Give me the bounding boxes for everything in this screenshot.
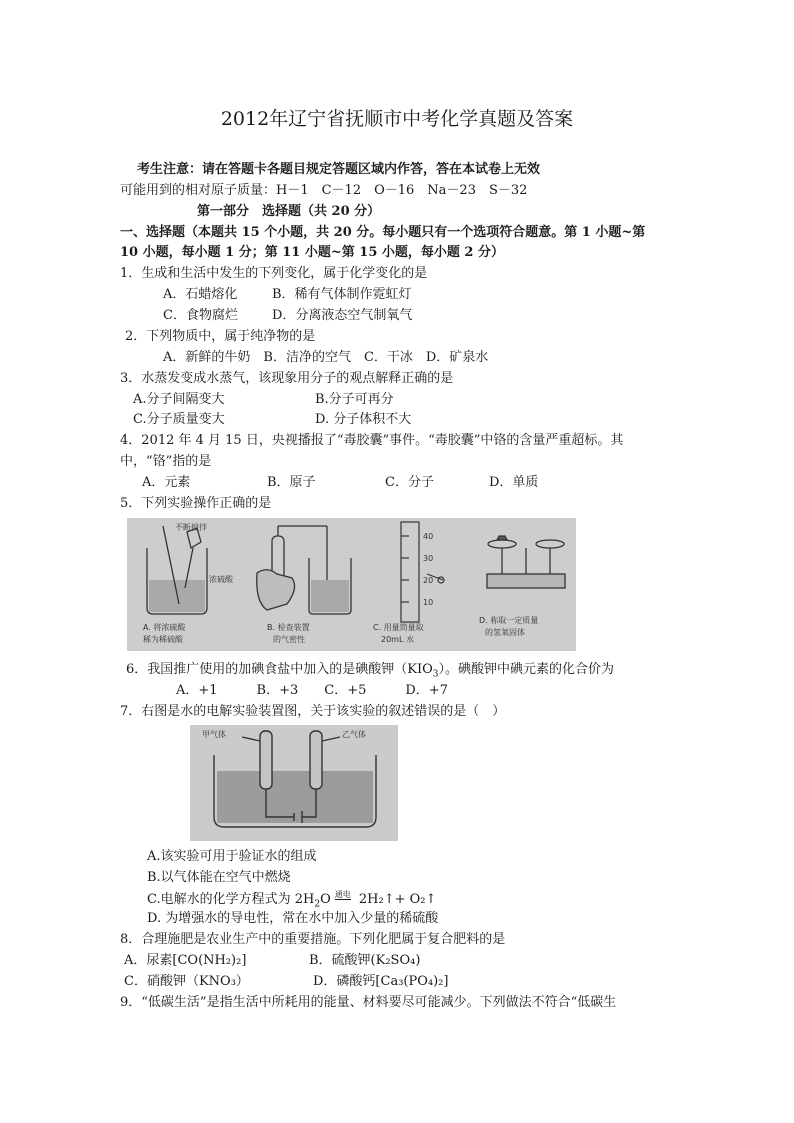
question-3-option-d: D. 分子体积不大 [315,412,412,427]
fig-label-stir: 不断搅拌 [175,523,207,532]
question-3-option-c: C.分子质量变大 [133,412,225,427]
question-4-option-b: B．原子 [267,475,316,490]
section1-instructions-line2: 10 小题，每小题 1 分；第 11 小题~第 15 小题，每小题 2 分） [120,245,504,260]
question-8-option-d: D．磷酸钙[Ca₃(PO₄)₂] [313,974,449,989]
caption-a-line2: 稀为稀硫酸 [143,635,183,644]
question-6-subscript: 3 [432,669,439,680]
question-6-stem-suffix: ）。碘酸钾中碘元素的化合价为 [438,662,615,677]
caption-b-line2: 的气密性 [273,635,305,644]
question-8-option-c: C．硝酸钾（KNO₃） [124,974,249,989]
question-3-option-b: B.分子可再分 [315,392,394,407]
question-1-option-d: D．分离液态空气制氧气 [272,308,413,323]
question-4-option-a: A．元素 [142,475,191,490]
question-7-stem: 7．右图是水的电解实验装置图，关于该实验的叙述错误的是（ ） [120,704,506,719]
question-3-option-a: A.分子间隔变大 [133,392,225,407]
question-7-option-d: D. 为增强水的导电性，常在水中加入少量的稀硫酸 [147,911,439,926]
question-6-options: A．+1 B．+3 C．+5 D．+7 [176,683,448,698]
question-4-stem-line1: 4．2012 年 4 月 15 日，央视播报了“毒胶囊”事件。“毒胶囊”中铬的含量严重超标。其 [120,433,624,448]
question-7-option-a: A.该实验可用于验证水的组成 [147,849,317,864]
question-1-option-a: A．石蜡熔化 [163,287,238,302]
cylinder-mark-30: 30 [423,554,434,563]
question-9-stem: 9．“低碳生活”是指生活中所耗用的能量、材料要尽可能减少。下列做法不符合“低碳生 [120,995,617,1010]
question-3-stem: 3．水蒸发变成水蒸气，该现象用分子的观点解释正确的是 [120,371,454,386]
page-title: 2012年辽宁省抚顺市中考化学真题及答案 [220,108,574,130]
caption-d-line2: 的氢氧固体 [485,628,525,637]
exam-notice: 考生注意：请在答题卡各题目规定答题区域内作答，答在本试卷上无效 [137,162,541,177]
fig-label-acid: 浓硫酸 [209,575,233,584]
electrolysis-apparatus-figure [190,725,398,841]
question-7-c-mid: O [320,892,331,907]
question-8-option-b: B．硫酸钾(K₂SO₄) [309,953,421,968]
section1-instructions-line1: 一、选择题（本题共 15 个小题，共 20 分。每小题只有一个选项符合题意。第 1 小题~第 [120,225,646,240]
question-1-stem: 1．生成和生活中发生的下列变化，属于化学变化的是 [120,266,428,281]
question-7-c-prefix: C.电解水的化学方程式为 2H [147,892,315,907]
fig-label-gas-right: 乙气体 [342,730,366,739]
part1-heading: 第一部分 选择题（共 20 分） [197,204,381,219]
question-4-stem-line2: 中，“铬”指的是 [120,454,212,469]
question-6-stem-prefix: 6．我国推广使用的加碘食盐中加入的是碘酸钾（KIO [126,662,433,677]
caption-c-line1: C. 用量筒量取 [373,623,424,632]
question-7-c-subscript: 2 [314,899,321,910]
cylinder-mark-20: 20 [423,576,434,585]
question-1-option-b: B．稀有气体制作霓虹灯 [272,287,412,302]
atomic-masses: 可能用到的相对原子质量：H－1 C－12 O－16 Na－23 S－32 [120,183,528,198]
cylinder-mark-40: 40 [423,532,434,541]
question-7-reaction-condition: 通电 [334,890,351,899]
question-7-option-c [147,890,436,913]
caption-b-line1: B. 检查装置 [267,623,310,632]
cylinder-mark-10: 10 [423,598,434,607]
question-1-option-c: C．食物腐烂 [163,308,238,323]
question-7-option-b: B.以气体能在空气中燃烧 [147,870,291,885]
question-7-c-products: 2H₂↑+ O₂↑ [354,892,437,907]
question-2-options: A．新鲜的牛奶 B．洁净的空气 C．干冰 D．矿泉水 [163,350,489,365]
question-2-stem: 2．下列物质中，属于纯净物的是 [125,329,316,344]
question-4-option-c: C．分子 [385,475,434,490]
lab-operations-figure [127,518,576,651]
question-8-stem: 8．合理施肥是农业生产中的重要措施。下列化肥属于复合肥料的是 [120,932,506,947]
question-8-option-a: A．尿素[CO(NH₂)₂] [124,953,247,968]
question-4-option-d: D．单质 [489,475,539,490]
caption-c-line2: 20mL 水 [381,635,414,644]
caption-a-line1: A. 将浓硫酸 [143,623,186,632]
question-5-stem: 5．下列实验操作正确的是 [120,496,272,511]
caption-d-line1: D. 称取一定质量 [479,616,539,625]
question-6-stem [126,662,614,683]
fig-label-gas-left: 甲气体 [202,730,226,739]
